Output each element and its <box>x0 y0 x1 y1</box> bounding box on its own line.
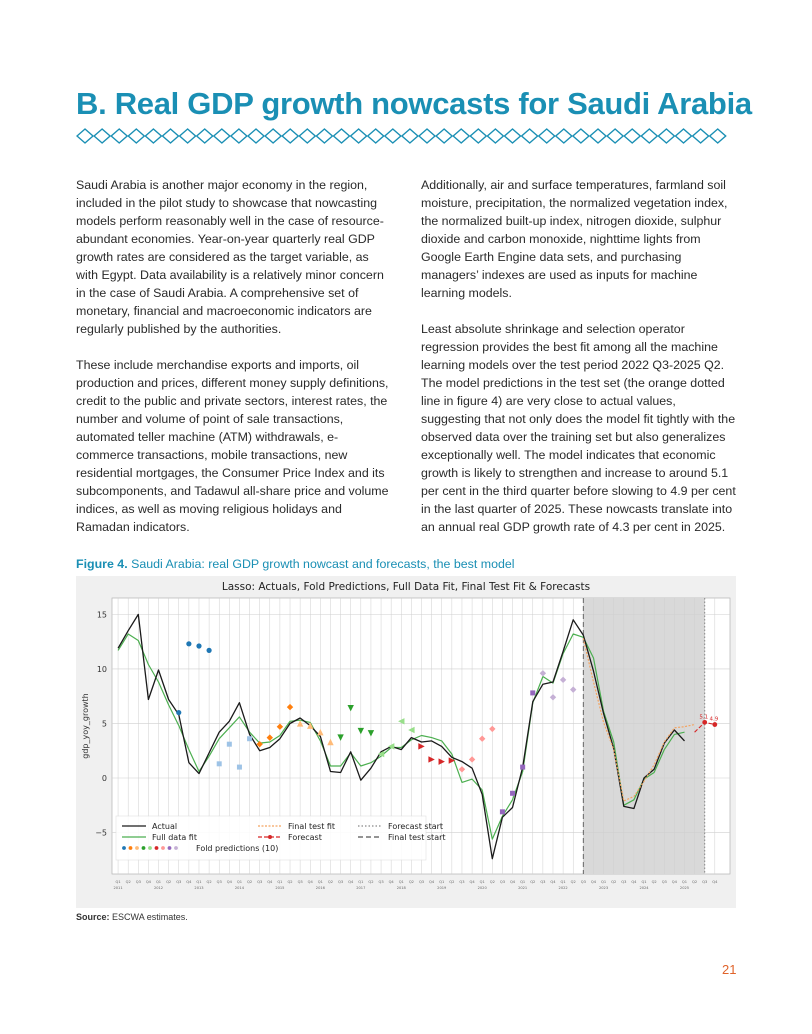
chart-container <box>76 576 736 908</box>
decorative-diamond <box>470 129 486 143</box>
page-number: 21 <box>722 962 737 977</box>
x-tick-label: Q1 <box>277 880 283 884</box>
decorative-diamond <box>573 129 589 143</box>
decorative-diamond <box>111 129 127 143</box>
x-tick-label: Q1 <box>641 880 647 884</box>
x-tick-label: Q2 <box>206 880 212 884</box>
x-tick-year-label: 2019 <box>437 886 447 890</box>
x-tick-label: Q3 <box>338 880 344 884</box>
legend-swatch-forecast-dot <box>268 835 272 839</box>
decorative-diamond <box>402 129 418 143</box>
x-tick-year-label: 2013 <box>194 886 204 890</box>
legend-swatch-fold-marker <box>129 846 133 850</box>
x-tick-label: Q3 <box>702 880 708 884</box>
decorative-diamond <box>282 129 298 143</box>
decorative-diamond <box>248 129 264 143</box>
x-tick-label: Q4 <box>145 880 151 884</box>
forecast-point <box>702 720 707 725</box>
x-tick-label: Q2 <box>530 880 536 884</box>
decorative-diamond <box>624 129 640 143</box>
x-tick-year-label: 2016 <box>315 886 325 890</box>
x-tick-label: Q4 <box>671 880 677 884</box>
x-tick-label: Q4 <box>469 880 475 884</box>
fold-prediction-point <box>227 742 232 747</box>
decorative-diamond <box>334 129 350 143</box>
paragraph: Additionally, air and surface temperatures, farmland soil moisture, precipitation, the normalized vegetation index, the normalized built-up index, nitrogen dioxide, sulphur dioxide and carbon monoxide, nighttime lights from Google Earth Engine data sets, and purchasing managers’ indexes are used as inputs for machine learning models. <box>421 178 728 300</box>
decorative-diamond <box>676 129 692 143</box>
page-title: B. Real GDP growth nowcasts for Saudi Arabia <box>76 86 752 121</box>
x-tick-label: Q4 <box>267 880 273 884</box>
x-tick-label: Q2 <box>327 880 334 884</box>
x-tick-label: Q4 <box>429 880 435 884</box>
x-tick-label: Q1 <box>439 880 445 884</box>
legend-label: Final test start <box>388 833 446 842</box>
fold-prediction-point <box>217 761 222 766</box>
fold-prediction-point <box>500 809 505 814</box>
x-tick-label: Q2 <box>611 880 617 884</box>
forecast-data-label: 5.1 <box>699 714 709 721</box>
x-tick-label: Q3 <box>176 880 182 884</box>
body-column-right <box>421 176 739 554</box>
decorative-diamond <box>128 129 144 143</box>
x-tick-label: Q1 <box>317 880 323 884</box>
source-text: ESCWA estimates. <box>112 912 188 922</box>
legend-label: Final test fit <box>288 822 336 831</box>
decorative-diamond-row <box>76 127 736 145</box>
x-tick-label: Q2 <box>692 880 698 884</box>
decorative-diamond <box>145 129 161 143</box>
x-tick-label: Q4 <box>590 880 597 884</box>
x-tick-year-label: 2022 <box>558 886 568 890</box>
x-tick-label: Q4 <box>509 880 516 884</box>
fold-prediction-point <box>510 791 515 796</box>
forecast-point <box>712 722 717 727</box>
decorative-diamond <box>385 129 401 143</box>
fold-prediction-point <box>176 710 181 715</box>
x-tick-label: Q3 <box>540 880 546 884</box>
decorative-diamond <box>505 129 521 143</box>
x-tick-label: Q4 <box>550 880 556 884</box>
decorative-diamond <box>539 129 555 143</box>
decorative-diamond <box>607 129 623 143</box>
legend-swatch-fold-marker <box>122 846 126 850</box>
decorative-diamond <box>77 129 93 143</box>
decorative-diamond <box>368 129 384 143</box>
fold-prediction-point <box>520 765 525 770</box>
x-tick-label: Q2 <box>570 880 576 884</box>
x-tick-label: Q4 <box>388 880 394 884</box>
fold-prediction-point <box>247 736 252 741</box>
x-tick-year-label: 2017 <box>356 886 366 890</box>
fold-prediction-point <box>530 690 535 695</box>
x-tick-label: Q1 <box>681 880 688 884</box>
y-tick-label: −5 <box>95 828 107 838</box>
x-tick-label: Q2 <box>651 880 657 884</box>
x-tick-year-label: 2024 <box>639 886 649 890</box>
x-tick-label: Q3 <box>459 880 465 884</box>
x-tick-label: Q2 <box>408 880 414 884</box>
x-tick-label: Q2 <box>246 880 253 884</box>
x-tick-label: Q4 <box>348 880 354 884</box>
body-column-left <box>76 176 394 554</box>
y-tick-label: 10 <box>96 664 107 674</box>
legend-swatch-fold-marker <box>155 846 159 850</box>
y-axis-label: gdp_yoy_growth <box>81 693 90 759</box>
decorative-diamond <box>197 129 213 143</box>
x-tick-label: Q1 <box>115 880 121 884</box>
legend-label: Full data fit <box>152 833 197 842</box>
x-tick-label: Q3 <box>257 880 263 884</box>
legend-label: Forecast start <box>388 822 444 831</box>
decorative-diamond <box>658 129 674 143</box>
decorative-diamond <box>556 129 572 143</box>
x-tick-label: Q1 <box>601 880 607 884</box>
x-tick-label: Q4 <box>631 880 637 884</box>
decorative-diamond <box>710 129 726 143</box>
fold-prediction-point <box>196 643 201 648</box>
x-tick-label: Q4 <box>307 880 313 884</box>
x-tick-label: Q1 <box>155 880 162 884</box>
y-tick-label: 15 <box>96 610 107 620</box>
x-tick-label: Q4 <box>712 880 718 884</box>
x-tick-year-label: 2018 <box>396 886 406 890</box>
decorative-diamond <box>419 129 435 143</box>
legend-label: Actual <box>152 822 178 831</box>
figure-caption-text: Saudi Arabia: real GDP growth nowcast and forecasts, the best model <box>131 557 515 571</box>
x-tick-year-label: 2015 <box>275 886 285 890</box>
y-tick-label: 5 <box>101 719 107 729</box>
decorative-diamond <box>693 129 709 143</box>
decorative-diamond <box>180 129 196 143</box>
x-tick-label: Q3 <box>297 880 303 884</box>
fold-prediction-point <box>186 641 191 646</box>
x-tick-label: Q1 <box>398 880 404 884</box>
decorative-diamond <box>351 129 367 143</box>
legend-swatch-fold-marker <box>148 846 152 850</box>
x-tick-label: Q2 <box>368 880 374 884</box>
figure-label: Figure 4. <box>76 557 128 571</box>
paragraph: Saudi Arabia is another major economy in the region, included in the pilot study to showcase that nowcasting models perform reasonably well in the case of resource-abundant economies. Year-on-year quarterly real GDP growth rates are considered as the target variable, as with Egypt. Data availability is a relatively minor concern in the case of Saudi Arabia. A comprehensive set of monetary, financial and macroeconomic indicators are regularly published by the authorities. <box>76 178 384 336</box>
x-tick-label: Q1 <box>236 880 243 884</box>
x-tick-year-label: 2014 <box>234 886 245 890</box>
x-tick-year-label: 2023 <box>598 886 609 890</box>
x-tick-label: Q2 <box>166 880 172 884</box>
x-tick-year-label: 2020 <box>477 886 487 890</box>
decorative-diamond <box>94 129 110 143</box>
legend-label: Forecast <box>288 833 322 842</box>
gdp-growth-chart <box>76 576 736 908</box>
x-tick-label: Q3 <box>378 880 384 884</box>
x-tick-label: Q1 <box>479 880 485 884</box>
x-tick-label: Q3 <box>499 880 505 884</box>
x-tick-label: Q3 <box>621 880 627 884</box>
x-tick-year-label: 2012 <box>153 886 164 890</box>
paragraph: Least absolute shrinkage and selection operator regression provides the best fit among all the machine learning models over the test period 2022 Q3-2025 Q2. The model predictions in the test set (the orange dotted line in figure 4) are very close to actual values, suggesting that not only does the model fit tightly with the observed data over the training set but also generalizes exceptionally well. The model indicates that economic growth is likely to strengthen and increase to around 5.1 per cent in the third quarter before slowing to 4.9 per cent in the last quarter of 2025. These nowcasts translate into an annual real GDP growth rate of 4.3 per cent in 2025. <box>421 322 736 534</box>
x-tick-label: Q2 <box>125 880 131 884</box>
decorative-diamond <box>590 129 606 143</box>
x-tick-label: Q3 <box>418 880 425 884</box>
decorative-diamond <box>487 129 503 143</box>
decorative-diamond <box>316 129 332 143</box>
x-tick-year-label: 2025 <box>679 886 690 890</box>
decorative-diamond <box>641 129 657 143</box>
x-tick-label: Q3 <box>135 880 141 884</box>
forecast-data-label: 4.9 <box>709 716 719 723</box>
paragraph: These include merchandise exports and imports, oil production and prices, different money supply definitions, credit to the public and private sectors, interest rates, the number and volume of point of sale transactions, automated teller machine (ATM) withdrawals, e-commerce transactions, mobile transactions, new residential mortgages, the Consumer Price Index and its subcomponents, and Tadawul all-share price and volume indices, as well as moving religious holidays and Ramadan indicators. <box>76 358 389 534</box>
fold-prediction-point <box>206 648 211 653</box>
x-tick-label: Q1 <box>520 880 526 884</box>
x-tick-label: Q2 <box>489 880 495 884</box>
legend-swatch-fold-marker <box>161 846 165 850</box>
decorative-diamond <box>453 129 469 143</box>
x-tick-label: Q2 <box>449 880 455 884</box>
figure-caption <box>76 557 515 571</box>
decorative-diamond <box>265 129 281 143</box>
chart-title: Lasso: Actuals, Fold Predictions, Full Data Fit, Final Test Fit & Forecasts <box>221 581 591 593</box>
decorative-diamond <box>231 129 247 143</box>
x-tick-label: Q3 <box>580 880 586 884</box>
legend-swatch-fold-marker <box>142 846 146 850</box>
x-tick-label: Q3 <box>661 880 667 884</box>
x-tick-year-label: 2021 <box>518 886 528 890</box>
x-tick-label: Q4 <box>226 880 232 884</box>
x-tick-label: Q2 <box>287 880 293 884</box>
decorative-diamond <box>522 129 538 143</box>
source-label: Source: <box>76 912 110 922</box>
decorative-diamond <box>214 129 230 143</box>
fold-prediction-point <box>237 765 242 770</box>
x-tick-label: Q3 <box>216 880 222 884</box>
x-tick-label: Q1 <box>560 880 566 884</box>
x-tick-year-label: 2011 <box>113 886 123 890</box>
x-tick-label: Q4 <box>186 880 192 884</box>
decorative-diamond <box>436 129 452 143</box>
decorative-diamond <box>299 129 315 143</box>
x-tick-label: Q1 <box>358 880 364 884</box>
x-tick-label: Q1 <box>196 880 202 884</box>
y-tick-label: 0 <box>101 774 107 783</box>
legend-swatch-fold-marker <box>168 846 172 850</box>
legend-label: Fold predictions (10) <box>196 844 279 853</box>
figure-source <box>76 912 188 922</box>
decorative-diamond <box>163 129 179 143</box>
legend-swatch-fold-marker <box>135 846 139 850</box>
legend-swatch-fold-marker <box>174 846 178 850</box>
